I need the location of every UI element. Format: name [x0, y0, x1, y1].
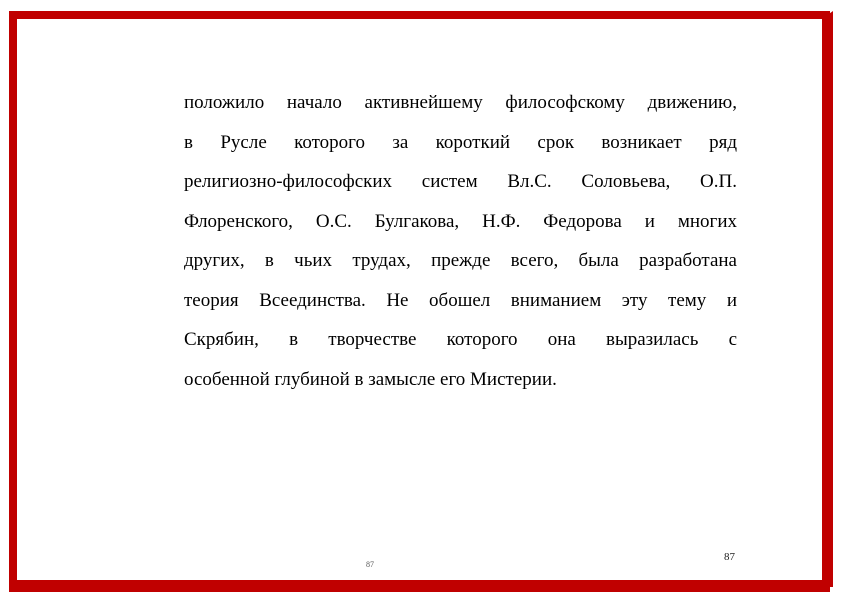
paragraph-line: в Русле которого за короткий срок возникает ряд [184, 131, 737, 153]
paragraph-line: теория Всеединства. Не обошел вниманием эту тему и [184, 289, 737, 311]
paragraph-line: других, в чьих трудах, прежде всего, была разработана [184, 250, 737, 271]
page-number: 87 [724, 551, 735, 563]
frame-corner-top [826, 11, 833, 16]
paragraph-line: Флоренского, О.С. Булгакова, Н.Ф. Федорова и многих [184, 210, 737, 232]
page-number-small: 87 [366, 560, 374, 569]
frame-shadow-right [826, 14, 833, 587]
paragraph-line: Скрябин, в творчестве которого она выразилась с [184, 329, 737, 350]
paragraph-line: особенной глубиной в замысле его Мистерии. [184, 368, 557, 390]
frame-shadow-bottom [14, 580, 833, 587]
body-paragraph [184, 83, 737, 399]
paragraph-line: религиозно-философских систем Вл.С. Соловьева, О.П. [184, 171, 737, 192]
paragraph-line: положило начало активнейшему философскому движению, [184, 92, 737, 113]
